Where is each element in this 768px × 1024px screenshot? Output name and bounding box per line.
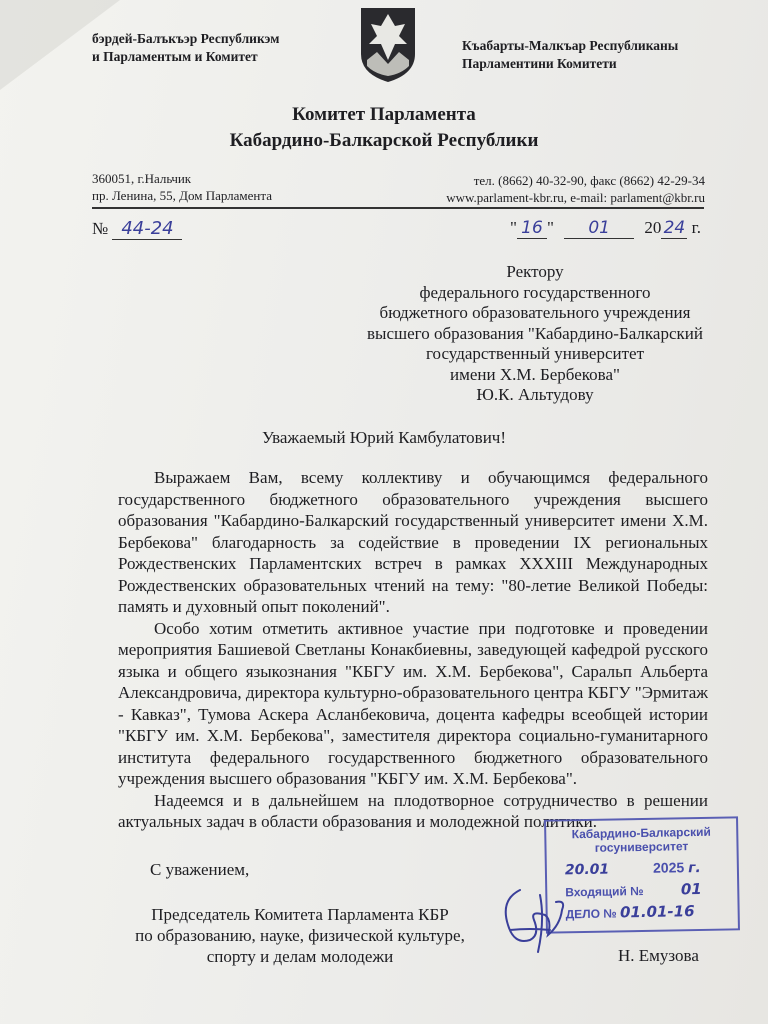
letter-date: " 16 " 01 20 24 г. xyxy=(510,218,701,238)
phone-fax: тел. (8662) 40-32-90, факс (8662) 42-29-34 xyxy=(473,173,705,188)
addressee-line: высшего образования "Кабардино-Балкарский xyxy=(367,323,703,343)
header-right-line1: Къабарты-Малкъар Республиканы xyxy=(462,38,679,53)
postcode-city: 360051, г.Нальчик xyxy=(92,171,192,186)
stamp-incoming-label: Входящий № xyxy=(565,883,644,900)
date-suffix: г. xyxy=(691,218,701,237)
header-right xyxy=(462,37,722,73)
addressee-line: Ректору xyxy=(506,262,564,281)
addressee-line: Ю.К. Альтудову xyxy=(476,385,594,404)
date-year-suffix: 24 xyxy=(661,218,687,239)
contact-block xyxy=(405,172,705,206)
addressee-block xyxy=(300,262,768,406)
body-paragraph: Выражаем Вам, всему коллективу и обучающимся федерального государственного бюджетного образовательного учреждения высшего образования "Кабардино-Балкарский государственный университет имени Х.М. Бербекова" благодарность за содействие в проведении IX региональных Рождественских Парламентских встреч в рамках XXXIII Международных Рождественских образовательных чтений на тему: "80-летие Великой Победы: память и духовный опыт поколений". xyxy=(118,468,708,616)
coat-of-arms-icon xyxy=(357,4,419,84)
stamp-file-value: 01.01-16 xyxy=(619,902,695,922)
header-right-line2: Парламентини Комитети xyxy=(462,56,617,71)
signatory-title-line: Председатель Комитета Парламента КБР xyxy=(151,905,449,924)
committee-title-line1: Комитет Парламента xyxy=(292,104,476,125)
addressee-line: имени Х.М. Бербекова" xyxy=(450,364,620,384)
signatory-title-line: спорту и делам молодежи xyxy=(206,947,394,966)
outgoing-number xyxy=(92,218,182,240)
body-paragraph: Надеемся и в дальнейшем на плодотворное сотрудничество в решении актуальных задач в области образования и молодежной политики. xyxy=(118,790,708,831)
stamp-line2: госуниверситет xyxy=(594,839,689,855)
body-paragraph: Особо хотим отметить активное участие при подготовке и проведении мероприятия Башиевой Светланы Конакбиевны, заведующей кафедрой русского языка и общего языкознания "КБГУ им. Х.М. Бербекова", Саральп Альберта Александровича, директора культурно-образовательного центра КБГУ "Эрмитаж - Кавказ", Тумова Аскера Асланбековича, доцента кафедры всеобщей истории "КБГУ им. Х.М. Бербекова", заместителя директора социально-гуманитарного института федерального государственного бюджетного образовательного учреждения высшего образования "КБГУ им. Х.М. Бербекова". xyxy=(118,618,708,788)
header-left-line2: и Парламентым и Комитет xyxy=(92,49,258,64)
number-value: 44-24 xyxy=(112,218,182,240)
date-year-prefix: 20 xyxy=(644,218,662,237)
signatory-title xyxy=(110,904,490,967)
salutation: Уважаемый Юрий Камбулатович! xyxy=(261,428,507,447)
signatory-title-line: по образованию, науке, физической культуре, xyxy=(135,926,465,945)
web-email: www.parlament-kbr.ru, e-mail: parlament@kbr.ru xyxy=(446,190,705,205)
street-address: пр. Ленина, 55, Дом Парламента xyxy=(92,188,273,203)
stamp-date: 20.01 xyxy=(564,861,610,879)
stamp-year-hand: г. xyxy=(687,859,701,877)
date-day: 16 xyxy=(517,218,547,239)
stamp-file-label: ДЕЛО № xyxy=(565,906,617,922)
header-left xyxy=(92,30,352,66)
date-month: 01 xyxy=(564,218,634,239)
addressee-line: бюджетного образовательного учреждения xyxy=(379,303,691,322)
addressee-line: государственный университет xyxy=(425,344,645,363)
stamp-line1: Кабардино-Балкарский xyxy=(571,824,711,842)
number-label: № xyxy=(92,219,109,238)
address-block xyxy=(92,170,272,204)
signatory-name: Н. Емузова xyxy=(618,946,699,965)
stamp-incoming-value: 01 xyxy=(680,879,702,899)
letter-body xyxy=(118,467,708,833)
committee-title-line2: Кабардино-Балкарской Республики xyxy=(229,130,539,151)
header-rule xyxy=(92,207,704,209)
addressee-line: федерального государственного xyxy=(419,282,651,302)
handwritten-signature xyxy=(490,880,580,960)
header-left-line1: бэрдей-Балъкъэр Республикэм xyxy=(92,31,280,46)
closing: С уважением, xyxy=(150,860,250,879)
stamp-year: 2025 xyxy=(652,859,685,876)
